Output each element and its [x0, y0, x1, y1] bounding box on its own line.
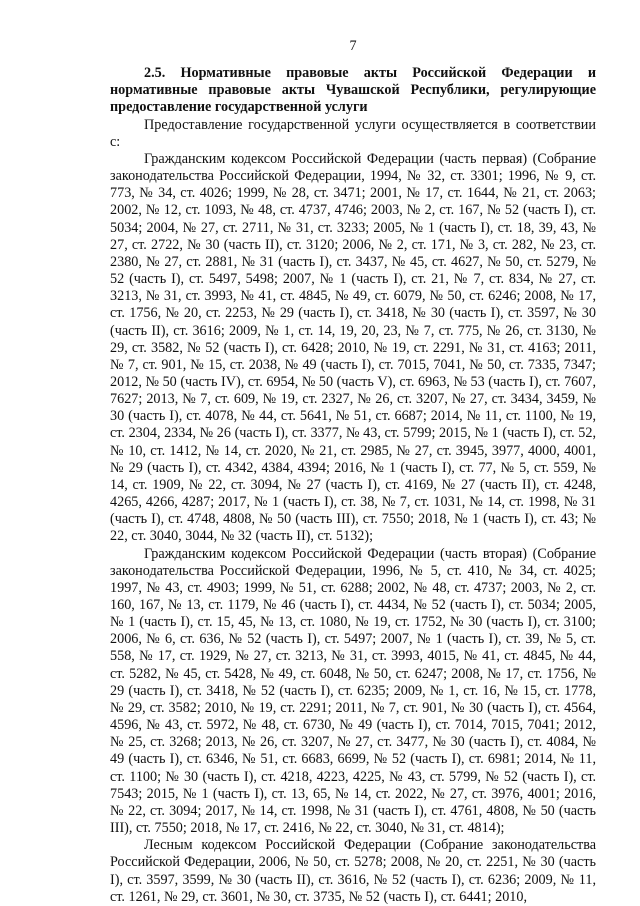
section-heading: [110, 65, 596, 116]
section-title: Нормативные правовые акты Российской Федерации и нормативные правовые акты Чувашской Республики, регулирующие предоставление государственной услуги: [110, 65, 596, 116]
paragraph-civil-code-part-two: Гражданским кодексом Российской Федерации (часть вторая) (Собрание законодательства Российской Федерации, 1996, № 5, ст. 410, № 34, ст. 4025; 1997, № 43, ст. 4903; 1999, № 51, ст. 6288; 2002, № 48, ст. 4737; 2003, № 2, ст. 160, 167, № 13, ст. 1179, № 46 (часть I), ст. 4434, № 52 (часть I), ст. 5034; 2005, № 1 (часть I), ст. 15, 45, № 13, ст. 1080, № 19, ст. 1752, № 30 (часть I), ст. 3100; 2006, № 6, ст. 636, № 52 (часть I), ст. 5497; 2007, № 1 (часть I), ст. 39, № 5, ст. 558, № 17, ст. 1929, № 27, ст. 3213, № 31, ст. 3993, 4015, № 41, ст. 4845, № 44, ст. 5282, № 45, ст. 5428, № 49, ст. 6048, № 50, ст. 6247; 2008, № 17, ст. 1756, № 29 (часть I), ст. 3418, № 52 (часть I), ст. 6235; 2009, № 1, ст. 16, № 15, ст. 1778, № 29, ст. 3582; 2010, № 19, ст. 2291; 2011, № 7, ст. 901, № 30 (часть I), ст. 4564, 4596, № 43, ст. 5972, № 48, ст. 6730, № 49 (часть I), ст. 7014, 7015, 7041; 2012, № 25, ст. 3268; 2013, № 26, ст. 3207, № 27, ст. 3477, № 30 (часть I), ст. 4084, № 49 (часть I), ст. 6346, № 51, ст. 6683, 6699, № 52 (часть I), ст. 6981; 2014, № 11, ст. 1100; № 30 (часть I), ст. 4218, 4223, 4225, № 43, ст. 5799, № 52 (часть I), ст. 7543; 2015, № 1 (часть I), ст. 13, 65, № 14, ст. 2022, № 27, ст. 3976, 4001; 2016, № 22, ст. 3094; 2017, № 14, ст. 1998, № 31 (часть I), ст. 4761, 4808, № 50 (часть III), ст. 7550; 2018, № 17, ст. 2416, № 22, ст. 3040, № 31, ст. 4814);: [110, 545, 596, 837]
paragraph-civil-code-part-one: Гражданским кодексом Российской Федерации (часть первая) (Собрание законодательства Российской Федерации, 1994, № 32, ст. 3301; 1996, № 9, ст. 773, № 34, ст. 4026; 1999, № 28, ст. 3471; 2001, № 17, ст. 1644, № 21, ст. 2063; 2002, № 12, ст. 1093, № 48, ст. 4737, 4746; 2003, № 2, ст. 167, № 52 (часть I), ст. 5034; 2004, № 27, ст. 2711, № 31, ст. 3233; 2005, № 1 (часть I), ст. 18, 39, 43, № 27, ст. 2722, № 30 (часть II), ст. 3120; 2006, № 2, ст. 171, № 3, ст. 282, № 23, ст. 2380, № 27, ст. 2881, № 31 (часть I), ст. 3437, № 45, ст. 4627, № 50, ст. 5279, № 52 (часть I), ст. 5497, 5498; 2007, № 1 (часть I), ст. 21, № 7, ст. 834, № 27, ст. 3213, № 31, ст. 3993, № 41, ст. 4845, № 49, ст. 6079, № 50, ст. 6246; 2008, № 17, ст. 1756, № 20, ст. 2253, № 29 (часть I), ст. 3418, № 30 (часть I), ст. 3597, № 30 (часть II), ст. 3616; 2009, № 1, ст. 14, 19, 20, 23, № 7, ст. 775, № 26, ст. 3130, № 29, ст. 3582, № 52 (часть I), ст. 6428; 2010, № 19, ст. 2291, № 31, ст. 4163; 2011, № 7, ст. 901, № 15, ст. 2038, № 49 (часть I), ст. 7015, 7041, № 50, ст. 7335, 7347; 2012, № 50 (часть IV), ст. 6954, № 50 (часть V), ст. 6963, № 53 (часть I), ст. 7607, 7627; 2013, № 7, ст. 609, № 19, ст. 2327, № 26, ст. 3207, № 27, ст. 3434, 3459, № 30 (часть I), ст. 4078, № 44, ст. 5641, № 51, ст. 6687; 2014, № 11, ст. 1100, № 19, ст. 2304, 2334, № 26 (часть I), ст. 3377, № 43, ст. 5799; 2015, № 1 (часть I), ст. 52, № 10, ст. 1412, № 14, ст. 2020, № 21, ст. 2985, № 27, ст. 3945, 3977, 4000, 4001, № 29 (часть I), ст. 4342, 4384, 4394; 2016, № 1 (часть I), ст. 77, № 5, ст. 559, № 14, ст. 1909, № 22, ст. 3094, № 27 (часть I), ст. 4169, № 27 (часть II), ст. 4248, 4265, 4266, 4287; 2017, № 1 (часть I), ст. 38, № 7, ст. 1031, № 14, ст. 1998, № 31 (часть I), ст. 4748, 4808, № 50 (часть III), ст. 7550; 2018, № 1 (часть I), ст. 43; № 22, ст. 3040, 3044, № 32 (часть II), ст. 5132);: [110, 150, 596, 545]
paragraph-forest-code: Лесным кодексом Российской Федерации (Собрание законодательства Российской Федерации, 2006, № 50, ст. 5278; 2008, № 20, ст. 2251, № 30 (часть I), ст. 3597, 3599, № 30 (часть II), ст. 3616, № 52 (часть I), ст. 6236; 2009, № 11, ст. 1261, № 29, ст. 3601, № 30, ст. 3735, № 52 (часть I), ст. 6441; 2010,: [110, 837, 596, 905]
paragraph-intro: Предоставление государственной услуги осуществляется в соответствии с:: [110, 116, 596, 150]
page-number: 7: [349, 38, 357, 54]
section-number: 2.5.: [144, 65, 166, 82]
